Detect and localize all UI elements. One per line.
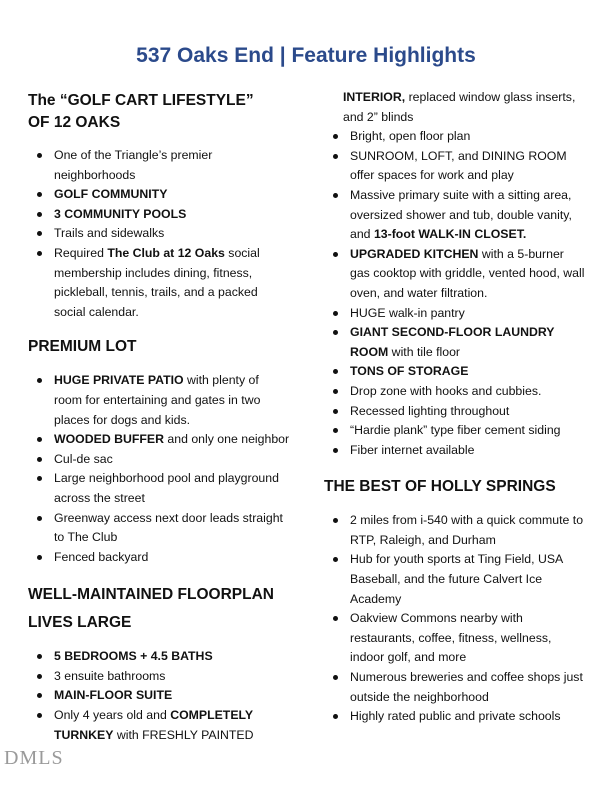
list-item (324, 668, 586, 707)
list-item-text: Fiber internet available (350, 442, 475, 457)
list-item-text: 3 ensuite bathrooms (54, 668, 166, 683)
list-item-bold: UPGRADED KITCHEN (350, 246, 479, 261)
list-item-text: Numerous breweries and coffee shops just outside the neighborhood (350, 670, 583, 704)
list-item (324, 304, 586, 324)
list-item-text: and only one neighbor (163, 432, 290, 447)
interior-list (324, 88, 586, 127)
list-item (28, 244, 290, 322)
list-item-bold: The Club at 12 Oaks (107, 245, 225, 260)
list-item-bold: 13-foot WALK-IN CLOSET. (373, 227, 527, 242)
golf-list (28, 146, 290, 322)
list-item-text: social membership includes dining, fitness, pickleball, tennis, trails, and a packed social calendar. (54, 245, 260, 319)
list-item (28, 469, 290, 508)
list-item (28, 706, 290, 745)
continuation-bold: INTERIOR, (343, 90, 406, 104)
list-item (324, 402, 586, 422)
list-item-text: Cul-de sac (54, 451, 113, 466)
list-item-text: with a 5-burner gas cooktop with griddle, vented hood, wall oven, and water filtration. (350, 246, 585, 300)
list-item (28, 450, 290, 470)
list-item-text: SUNROOM, LOFT, and DINING ROOM offer spaces for work and play (350, 148, 567, 183)
holly-section-heading: THE BEST OF HOLLY SPRINGS (324, 478, 556, 496)
list-item-text: with FRESHLY PAINTED (113, 727, 254, 742)
list-item-text: Only 4 years old and (54, 708, 171, 723)
list-item (324, 550, 586, 609)
list-item-text: Bright, open floor plan (350, 129, 471, 144)
list-item-text: 2 miles from i-540 with a quick commute to RTP, Raleigh, and Durham (350, 513, 584, 547)
list-item-text: Greenway access next door leads straight to The Club (54, 510, 283, 545)
list-item-text: Drop zone with hooks and cubbies. (350, 383, 542, 398)
list-item (28, 371, 290, 430)
list-item (28, 205, 290, 225)
list-item (324, 127, 586, 147)
list-item (324, 609, 586, 668)
list-item (324, 441, 586, 461)
list-item-bold: WOODED BUFFER (54, 432, 164, 447)
list-item-bold: TONS OF STORAGE (350, 364, 469, 379)
list-item (324, 147, 586, 186)
list-item-bold: 3 COMMUNITY POOLS (54, 206, 187, 221)
golf-section-heading (28, 90, 290, 134)
left-column (28, 90, 290, 745)
list-item (324, 362, 586, 382)
list-item (28, 667, 290, 687)
golf-heading-line1: The “GOLF CART LIFESTYLE” (28, 92, 254, 109)
list-item-text: Required (54, 245, 108, 260)
mls-watermark-logo: DMLS (4, 747, 64, 769)
list-item (28, 686, 290, 706)
features-list (324, 127, 586, 460)
list-item-bold: HUGE PRIVATE PATIO (54, 373, 184, 388)
list-item-text: One of the Triangle’s premier neighborhoods (54, 148, 213, 182)
list-item-text: Massive primary suite with a sitting area, oversized shower and tub, double vanity, and (350, 187, 572, 242)
right-column (324, 88, 586, 727)
list-item (28, 647, 290, 667)
list-item (324, 245, 586, 304)
lot-list (28, 371, 290, 567)
list-item-bold: COMPLETELY TURNKEY (54, 708, 253, 742)
holly-list (324, 511, 586, 727)
lot-section-heading: PREMIUM LOT (28, 338, 137, 356)
list-item (324, 186, 586, 245)
list-item-text: Fenced backyard (54, 549, 149, 564)
floorplan-list (28, 647, 290, 745)
list-item (324, 707, 586, 727)
list-item (324, 323, 586, 362)
list-item (28, 224, 290, 244)
list-item-text: HUGE walk-in pantry (350, 305, 465, 320)
floorplan-heading-line1: WELL-MAINTAINED FLOORPLAN (28, 586, 274, 604)
list-item-text: Highly rated public and private schools (350, 709, 561, 724)
list-item-text: Hub for youth sports at Ting Field, USA Baseball, and the future Calvert Ice Academy (350, 552, 563, 606)
golf-heading-line2: OF 12 OAKS (28, 114, 121, 131)
floorplan-heading-line2: LIVES LARGE (28, 614, 132, 632)
list-item-text: Trails and sidewalks (54, 226, 165, 241)
list-item-text: Large neighborhood pool and playground across the street (54, 471, 279, 505)
list-item (28, 509, 290, 548)
list-item-bold: GIANT SECOND-FLOOR LAUNDRY ROOM (350, 325, 555, 359)
list-item (28, 185, 290, 205)
list-item-text: “Hardie plank” type fiber cement siding (350, 423, 561, 438)
list-item (28, 430, 290, 450)
page-title: 537 Oaks End | Feature Highlights (136, 44, 476, 67)
list-item (324, 382, 586, 402)
list-item-text: Recessed lighting throughout (350, 403, 510, 418)
list-item-text: with tile floor (388, 344, 461, 359)
list-item-continuation (324, 88, 586, 127)
list-item-bold: MAIN-FLOOR SUITE (54, 688, 173, 703)
list-item (324, 421, 586, 441)
list-item (28, 548, 290, 568)
list-item-bold: 5 BEDROOMS + 4.5 BATHS (54, 649, 213, 664)
list-item (28, 146, 290, 185)
list-item-bold: GOLF COMMUNITY (54, 187, 168, 202)
floorplan-section-heading (28, 581, 290, 637)
list-item-text: Oakview Commons nearby with restaurants, coffee, fitness, wellness, indoor golf, and more (350, 611, 552, 665)
list-item (324, 511, 586, 550)
continuation-text: replaced window glass inserts, and 2” blinds (343, 90, 576, 124)
list-item-text: with plenty of room for entertaining and gates in two places for dogs and kids. (54, 373, 261, 427)
